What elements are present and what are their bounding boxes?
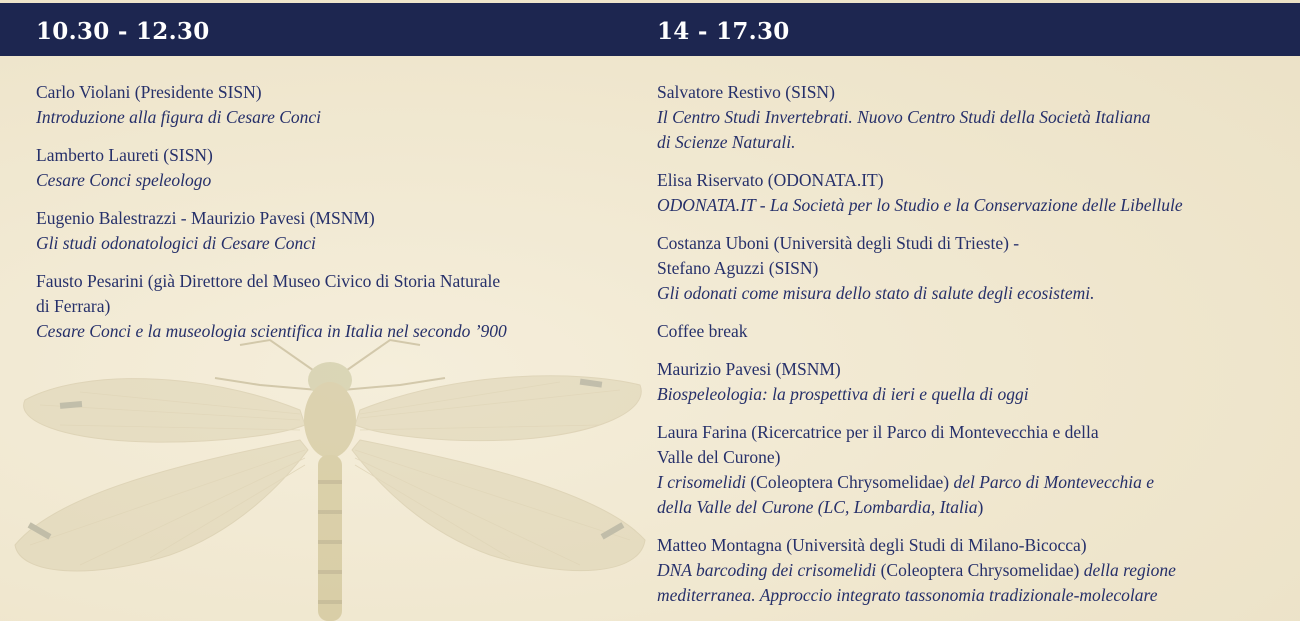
talk-title-taxon: (Coleoptera Chrysomelidae) — [745, 472, 954, 492]
talk-speaker: Laura Farina (Ricercatrice per il Parco di Montevecchia e della — [657, 422, 1099, 442]
talk-item — [36, 143, 606, 193]
talk-speaker: Maurizio Pavesi (MSNM) — [657, 359, 841, 379]
talk-title-continued: di Scienze Naturali. — [657, 132, 796, 152]
talk-title-part: della regione — [1083, 560, 1176, 580]
coffee-break-label: Coffee break — [657, 321, 748, 341]
talk-speaker-continued: di Ferrara) — [36, 296, 111, 316]
dragonfly-illustration — [0, 330, 660, 621]
talk-speaker: Salvatore Restivo (SISN) — [657, 82, 835, 102]
talk-item — [657, 357, 1277, 407]
talk-speaker: Matteo Montagna (Università degli Studi di Milano-Bicocca) — [657, 535, 1087, 555]
talk-speaker: Fausto Pesarini (già Direttore del Museo Civico di Storia Naturale — [36, 271, 501, 291]
talk-title: Introduzione alla figura di Cesare Conci — [36, 107, 322, 127]
talk-item — [36, 206, 606, 256]
coffee-break-item — [657, 319, 1277, 344]
afternoon-session-time: 14 - 17.30 — [657, 18, 790, 45]
talk-item — [657, 80, 1277, 155]
schedule-header-bar — [0, 3, 1300, 56]
talk-title — [657, 558, 1277, 583]
morning-session-time: 10.30 - 12.30 — [36, 18, 210, 45]
talk-title-part: DNA barcoding dei crisomelidi — [657, 560, 877, 580]
talk-title-part: ) — [977, 497, 984, 517]
talk-title: Gli studi odonatologici di Cesare Conci — [36, 233, 316, 253]
morning-session-list — [36, 80, 606, 357]
talk-speaker: Elisa Riservato (ODONATA.IT) — [657, 170, 884, 190]
talk-title: Cesare Conci speleologo — [36, 170, 212, 190]
talk-title-continued: mediterranea. Approccio integrato tassonomia tradizionale-molecolare — [657, 585, 1158, 605]
talk-item — [36, 269, 606, 344]
talk-speaker-continued: Valle del Curone) — [657, 447, 781, 467]
talk-item — [657, 168, 1277, 218]
talk-title: Biospeleologia: la prospettiva di ieri e quella di oggi — [657, 384, 1029, 404]
talk-title: Cesare Conci e la museologia scientifica in Italia nel secondo ’900 — [36, 321, 507, 341]
talk-title-part: del Parco di Montevecchia e — [953, 472, 1154, 492]
talk-item — [657, 420, 1277, 520]
talk-title-part: I crisomelidi — [657, 472, 746, 492]
talk-title-taxon: (Coleoptera Chrysomelidae) — [876, 560, 1084, 580]
talk-title: ODONATA.IT - La Società per lo Studio e la Conservazione delle Libellule — [657, 195, 1183, 215]
talk-speaker: Eugenio Balestrazzi - Maurizio Pavesi (MSNM) — [36, 208, 375, 228]
talk-item — [657, 533, 1277, 608]
talk-title-part: della Valle del Curone (LC, Lombardia, Italia — [657, 497, 978, 517]
talk-title-continued — [657, 495, 1277, 520]
talk-speaker: Lamberto Laureti (SISN) — [36, 145, 213, 165]
talk-speaker-continued: Stefano Aguzzi (SISN) — [657, 258, 819, 278]
afternoon-session-list — [657, 80, 1277, 621]
talk-title: Il Centro Studi Invertebrati. Nuovo Centro Studi della Società Italiana — [657, 107, 1151, 127]
talk-item — [657, 231, 1277, 306]
talk-item — [36, 80, 606, 130]
talk-title: Gli odonati come misura dello stato di salute degli ecosistemi. — [657, 283, 1095, 303]
talk-title — [657, 470, 1277, 495]
talk-speaker: Costanza Uboni (Università degli Studi di Trieste) - — [657, 233, 1020, 253]
talk-speaker: Carlo Violani (Presidente SISN) — [36, 82, 262, 102]
